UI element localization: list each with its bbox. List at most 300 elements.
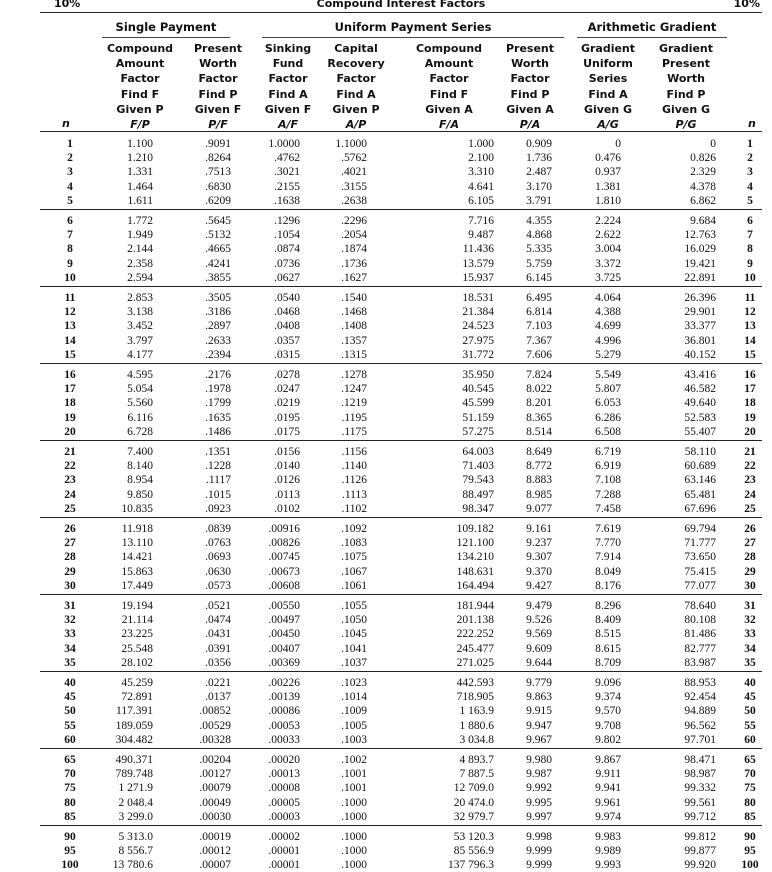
factor-value-a-g: 9.941 [595, 782, 621, 795]
factor-value-a-g: 9.983 [595, 831, 621, 843]
period-n-right: 31 [744, 600, 756, 612]
factor-value-f-p: 2.144 [127, 243, 153, 256]
factor-value-a-p: .1468 [341, 306, 367, 319]
period-n-left: 1 [67, 138, 73, 150]
factor-value-f-a: 71.403 [462, 460, 494, 473]
factor-value-a-f: .0126 [274, 474, 300, 487]
factor-value-p-g: 80.108 [684, 614, 716, 627]
factor-value-p-g: 92.454 [684, 691, 716, 704]
column-header-line: Find A [268, 87, 308, 101]
factor-value-p-g: 12.763 [684, 229, 716, 242]
factor-value-f-p: 1.772 [127, 215, 153, 227]
period-n-right: 9 [747, 257, 753, 270]
factor-value-p-a: 9.479 [526, 600, 552, 612]
period-n-right: 25 [744, 502, 756, 515]
factor-value-a-g: 9.708 [595, 719, 621, 732]
factor-value-p-g: 83.987 [684, 656, 716, 669]
factor-value-p-a: 8.772 [526, 460, 552, 473]
factor-value-p-f: .0221 [205, 677, 231, 689]
group-uniform-payment-series [262, 20, 564, 34]
factor-value-a-g: 4.064 [595, 292, 621, 304]
factor-value-a-f: .00003 [268, 810, 300, 823]
factor-value-f-p: 117.391 [116, 705, 153, 718]
factor-value-a-f: .1296 [274, 215, 300, 227]
factor-value-p-f: .00030 [199, 810, 231, 823]
factor-value-a-f: .0736 [274, 257, 300, 270]
factor-value-p-f: .3855 [205, 271, 231, 284]
factor-value-a-g: 6.508 [595, 425, 621, 438]
factor-value-a-p: .1357 [341, 334, 367, 347]
period-n-right: 35 [744, 656, 756, 669]
factor-value-a-g: 1.381 [595, 180, 621, 193]
column-header-line: Given A [506, 102, 554, 116]
factor-value-a-p: .1126 [341, 474, 367, 487]
factor-value-a-p: .1037 [341, 656, 367, 669]
factor-value-a-g: 9.993 [595, 859, 621, 872]
group-divider [40, 209, 762, 210]
period-n-left: 13 [64, 320, 76, 333]
period-n-left: 4 [67, 180, 73, 193]
factor-value-a-g: 2.224 [595, 215, 621, 227]
factor-value-p-g: 43.416 [684, 369, 716, 381]
period-n-right: 50 [744, 705, 756, 718]
factor-value-a-p: .1156 [341, 446, 367, 458]
column-symbol: P/F [208, 118, 228, 132]
factor-value-a-f: .0175 [274, 425, 300, 438]
factor-value-a-f: .00226 [268, 677, 300, 689]
factor-value-p-f: .0763 [205, 537, 231, 550]
factor-value-a-p: .1055 [341, 600, 367, 612]
factor-value-a-p: .1009 [341, 705, 367, 718]
factor-value-f-a: 57.275 [462, 425, 494, 438]
factor-value-a-p: .1005 [341, 719, 367, 732]
factor-value-f-a: 137 796.3 [448, 859, 494, 872]
factor-value-a-p: .1540 [341, 292, 367, 304]
factor-value-a-g: 9.374 [595, 691, 621, 704]
period-n-left: 18 [64, 397, 76, 410]
factor-value-f-p: 6.728 [127, 425, 153, 438]
factor-value-f-a: 15.937 [462, 271, 494, 284]
factor-value-f-p: 4.177 [127, 348, 153, 361]
period-n-left: 17 [64, 383, 76, 396]
factor-value-p-f: .00019 [199, 831, 231, 843]
period-n-right: 24 [744, 488, 756, 501]
group-arithmetic-gradient [577, 20, 727, 34]
factor-value-p-g: 88.953 [684, 677, 716, 689]
factor-value-p-g: 67.696 [684, 502, 716, 515]
factor-value-p-a: 4.868 [526, 229, 552, 242]
factor-value-f-a: 31.772 [462, 348, 494, 361]
factor-value-p-g: 77.077 [684, 579, 716, 592]
period-n-right: 14 [744, 334, 756, 347]
table-row [0, 642, 772, 656]
factor-value-a-g: 7.108 [595, 474, 621, 487]
factor-value-a-g: 9.096 [595, 677, 621, 689]
factor-value-p-f: .00204 [199, 754, 231, 766]
period-n-left: 28 [64, 551, 76, 564]
factor-value-p-g: 0 [710, 138, 716, 150]
factor-value-p-g: 75.415 [684, 565, 716, 578]
factor-value-f-a: 40.545 [462, 383, 494, 396]
period-n-right: 23 [744, 474, 756, 487]
factor-value-f-p: 189.059 [115, 719, 153, 732]
factor-value-p-f: .1228 [205, 460, 231, 473]
factor-value-a-g: 6.053 [595, 397, 621, 410]
factor-value-a-p: .1003 [341, 733, 367, 746]
n-column-header-right: n [748, 117, 756, 130]
period-n-right: 10 [744, 271, 756, 284]
factor-value-f-p: 17.449 [121, 579, 153, 592]
factor-value-a-g: 6.719 [595, 446, 621, 458]
factor-value-a-f: .00916 [268, 523, 300, 535]
factor-value-a-f: .0156 [274, 446, 300, 458]
factor-value-a-p: .1408 [341, 320, 367, 333]
factor-value-p-a: 5.335 [526, 243, 552, 256]
period-n-left: 45 [64, 691, 76, 704]
table-row [0, 180, 772, 194]
factor-value-f-a: 2.100 [468, 152, 494, 165]
table-row [0, 627, 772, 641]
table-row [0, 319, 772, 333]
factor-value-a-g: 9.802 [595, 733, 621, 746]
factor-value-f-a: 271.025 [456, 656, 494, 669]
period-n-left: 80 [64, 796, 76, 809]
period-n-right: 28 [744, 551, 756, 564]
factor-value-p-f: .00079 [199, 782, 231, 795]
period-n-left: 65 [64, 754, 76, 766]
factor-value-p-a: 9.997 [526, 810, 552, 823]
factor-value-p-a: 8.022 [526, 383, 552, 396]
factor-value-a-f: .4762 [274, 152, 300, 165]
column-header-line: Given F [264, 102, 312, 116]
period-n-left: 24 [64, 488, 76, 501]
factor-value-a-g: 9.974 [595, 810, 621, 823]
factor-value-p-g: 36.801 [684, 334, 716, 347]
column-header-p-a [499, 41, 561, 132]
column-header-a-g [576, 41, 640, 132]
factor-value-a-p: .1067 [341, 565, 367, 578]
period-n-left: 11 [64, 292, 76, 304]
factor-value-a-f: .00826 [268, 537, 300, 550]
period-n-right: 1 [747, 138, 753, 150]
factor-value-p-f: .6209 [205, 194, 231, 207]
header-rule [40, 131, 762, 132]
column-header-line: Factor [198, 72, 238, 86]
factor-value-a-f: .00369 [268, 656, 300, 669]
table-row [0, 445, 772, 459]
table-row [0, 425, 772, 439]
factor-value-p-g: 81.486 [684, 628, 716, 641]
factor-value-p-a: 1.736 [526, 152, 552, 165]
factor-value-f-p: 7.400 [127, 446, 153, 458]
factor-value-p-a: 9.644 [526, 656, 552, 669]
column-header-line: Gradient [658, 42, 714, 55]
period-n-right: 8 [747, 243, 753, 256]
factor-value-f-p: 3.797 [127, 334, 153, 347]
factor-value-a-g: 3.725 [595, 271, 621, 284]
period-n-left: 6 [67, 215, 73, 227]
factor-value-f-p: 5.560 [127, 397, 153, 410]
factor-value-a-p: .1102 [341, 502, 367, 515]
factor-value-f-a: 11.436 [462, 243, 494, 256]
factor-value-a-f: .00086 [268, 705, 300, 718]
factor-value-a-f: .00033 [268, 733, 300, 746]
column-header-line: Find F [429, 87, 469, 101]
column-header-line: Given G [661, 102, 711, 116]
factor-value-a-g: 8.515 [595, 628, 621, 641]
table-row [0, 733, 772, 747]
factor-value-f-p: 304.482 [115, 733, 153, 746]
table-row [0, 536, 772, 550]
period-n-left: 31 [64, 600, 76, 612]
factor-value-p-f: .0693 [205, 551, 231, 564]
period-n-right: 3 [747, 166, 753, 179]
interest-rate-right: 10% [733, 0, 760, 10]
factor-value-a-g: 9.911 [595, 768, 621, 781]
factor-value-a-p: .5762 [341, 152, 367, 165]
table-row [0, 858, 772, 872]
factor-value-f-p: 15.863 [121, 565, 153, 578]
period-n-left: 23 [64, 474, 76, 487]
factor-value-p-a: 9.609 [526, 642, 552, 655]
column-header-line: Find F [120, 87, 160, 101]
period-n-right: 55 [744, 719, 756, 732]
factor-value-f-a: 53 120.3 [453, 831, 494, 843]
table-row [0, 334, 772, 348]
group-single-payment [102, 20, 230, 34]
period-n-right: 27 [744, 537, 756, 550]
factor-value-a-p: .1247 [341, 383, 367, 396]
factor-value-a-p: .1315 [341, 348, 367, 361]
factor-value-a-f: .0315 [274, 348, 300, 361]
factor-value-a-f: .00407 [268, 642, 300, 655]
factor-value-p-g: 65.481 [684, 488, 716, 501]
factor-value-p-a: 9.161 [526, 523, 552, 535]
period-n-left: 34 [64, 642, 76, 655]
factor-value-p-f: .1799 [205, 397, 231, 410]
factor-value-f-p: 3.452 [127, 320, 153, 333]
period-n-left: 22 [64, 460, 76, 473]
factor-value-a-f: .00001 [268, 845, 300, 858]
group-divider [40, 671, 762, 672]
factor-value-p-a: 9.967 [526, 733, 552, 746]
factor-value-a-f: .0540 [274, 292, 300, 304]
factor-value-f-p: 1.611 [127, 194, 153, 207]
factor-value-a-g: 8.709 [595, 656, 621, 669]
factor-value-p-a: 5.759 [526, 257, 552, 270]
factor-value-f-a: 18.531 [462, 292, 494, 304]
factor-value-a-p: .2054 [341, 229, 367, 242]
table-row [0, 305, 772, 319]
factor-value-f-p: 2 048.4 [118, 796, 153, 809]
period-n-right: 29 [744, 565, 756, 578]
period-n-left: 9 [67, 257, 73, 270]
factor-value-p-a: 9.992 [526, 782, 552, 795]
factor-value-f-a: 85 556.9 [453, 845, 494, 858]
group-divider [40, 363, 762, 364]
factor-value-f-a: 13.579 [462, 257, 494, 270]
factor-value-a-p: .1113 [341, 488, 367, 501]
factor-value-a-p: .1041 [341, 642, 367, 655]
factor-value-p-g: 82.777 [684, 642, 716, 655]
factor-value-a-f: .0874 [274, 243, 300, 256]
column-header-line: Given P [332, 102, 380, 116]
factor-value-a-g: 9.961 [595, 796, 621, 809]
group-divider [40, 440, 762, 441]
factor-value-a-p: .1083 [341, 537, 367, 550]
table-row [0, 194, 772, 208]
n-column-header-left: n [62, 117, 70, 130]
factor-value-a-f: .1638 [274, 194, 300, 207]
factor-value-f-a: 27.975 [462, 334, 494, 347]
factor-value-p-g: 99.812 [684, 831, 716, 843]
column-header-line: Recovery [327, 57, 385, 71]
factor-value-a-p: .1278 [341, 369, 367, 381]
factor-value-a-g: 8.176 [595, 579, 621, 592]
column-header-line: Factor [429, 72, 469, 86]
factor-value-a-g: 7.458 [595, 502, 621, 515]
factor-value-p-a: 8.514 [526, 425, 552, 438]
column-header-a-f [257, 41, 319, 132]
column-header-line: Find A [588, 87, 628, 101]
factor-value-f-p: 11.918 [121, 523, 153, 535]
group-divider [40, 748, 762, 749]
factor-value-a-g: 4.996 [595, 334, 621, 347]
factor-value-f-p: 2.594 [127, 271, 153, 284]
factor-value-a-g: 2.622 [595, 229, 621, 242]
period-n-left: 95 [64, 845, 76, 858]
factor-value-f-p: 2.853 [127, 292, 153, 304]
period-n-right: 19 [744, 411, 756, 424]
factor-value-f-a: 1 880.6 [459, 719, 494, 732]
table-row [0, 396, 772, 410]
factor-value-p-f: .5645 [205, 215, 231, 227]
period-n-right: 65 [744, 754, 756, 766]
factor-value-a-f: .00673 [268, 565, 300, 578]
factor-value-f-a: 32 979.7 [453, 810, 494, 823]
factor-value-a-p: .1001 [341, 768, 367, 781]
group-label: Arithmetic Gradient [587, 20, 717, 34]
table-row [0, 382, 772, 396]
factor-value-f-p: 8 556.7 [118, 845, 153, 858]
factor-value-f-a: 181.944 [456, 600, 494, 612]
factor-value-p-f: .0573 [205, 579, 231, 592]
factor-value-a-f: .00745 [268, 551, 300, 564]
factor-value-a-f: .00450 [268, 628, 300, 641]
factor-value-p-f: .00328 [199, 733, 231, 746]
factor-value-p-f: .0391 [205, 642, 231, 655]
factor-value-a-p: .1140 [341, 460, 367, 473]
column-header-line: Series [588, 72, 628, 86]
column-header-line: Gradient [580, 42, 636, 55]
column-header-line: Given P [116, 102, 164, 116]
factor-value-a-p: .1874 [341, 243, 367, 256]
factor-value-p-f: .4665 [205, 243, 231, 256]
column-header-line: Find P [198, 87, 238, 101]
factor-value-f-a: 98.347 [462, 502, 494, 515]
column-header-line: Find A [336, 87, 376, 101]
factor-value-p-g: 96.562 [684, 719, 716, 732]
factor-value-a-p: .3155 [341, 180, 367, 193]
period-n-right: 11 [744, 292, 756, 304]
factor-value-p-g: 40.152 [684, 348, 716, 361]
factor-value-f-p: 490.371 [115, 754, 153, 766]
factor-value-f-a: 79.543 [462, 474, 494, 487]
table-row [0, 656, 772, 670]
column-header-line: Present [193, 42, 243, 55]
period-n-left: 70 [64, 768, 76, 781]
factor-value-f-p: 25.548 [121, 642, 153, 655]
column-header-line: Present [661, 57, 711, 71]
factor-value-p-g: 73.650 [684, 551, 716, 564]
factor-value-p-f: .2176 [205, 369, 231, 381]
period-n-right: 17 [744, 383, 756, 396]
factor-value-p-f: .00127 [199, 768, 231, 781]
factor-value-p-g: 99.712 [684, 810, 716, 823]
factor-value-f-p: 45.259 [121, 677, 153, 689]
period-n-right: 33 [744, 628, 756, 641]
factor-value-p-g: 9.684 [690, 215, 716, 227]
column-symbol: F/A [438, 118, 460, 132]
factor-value-f-p: 72.891 [121, 691, 153, 704]
period-n-right: 95 [744, 845, 756, 858]
table-row [0, 810, 772, 824]
factor-value-a-p: .1736 [341, 257, 367, 270]
period-n-left: 75 [64, 782, 76, 795]
factor-value-p-g: 22.891 [684, 271, 716, 284]
interest-rate-left: 10% [54, 0, 81, 10]
column-header-line: Capital [334, 42, 378, 55]
column-symbol: A/P [345, 118, 367, 132]
factor-value-f-a: 88.497 [462, 488, 494, 501]
factor-value-p-f: .00529 [199, 719, 231, 732]
factor-value-a-f: .2155 [274, 180, 300, 193]
factor-value-f-p: 5 313.0 [118, 831, 153, 843]
factor-value-a-p: .2296 [341, 215, 367, 227]
table-row [0, 488, 772, 502]
factor-value-p-a: 8.883 [526, 474, 552, 487]
factor-value-p-f: .2633 [205, 334, 231, 347]
period-n-right: 34 [744, 642, 756, 655]
factor-value-a-f: .0278 [274, 369, 300, 381]
factor-value-p-g: 94.889 [684, 705, 716, 718]
factor-value-f-p: 4.595 [127, 369, 153, 381]
period-n-left: 5 [67, 194, 73, 207]
factor-value-p-g: 99.332 [684, 782, 716, 795]
factor-value-p-f: .1015 [205, 488, 231, 501]
factor-value-a-p: .1000 [341, 831, 367, 843]
factor-value-f-p: 1.949 [127, 229, 153, 242]
period-n-left: 60 [64, 733, 76, 746]
factor-value-f-a: 21.384 [462, 306, 494, 319]
factor-value-f-a: 148.631 [456, 565, 494, 578]
factor-value-p-g: 19.421 [684, 257, 716, 270]
period-n-left: 90 [64, 831, 76, 843]
table-row [0, 830, 772, 844]
factor-value-f-a: 1.000 [468, 138, 494, 150]
factor-value-p-g: 33.377 [684, 320, 716, 333]
factor-value-p-a: 7.824 [526, 369, 552, 381]
group-divider [40, 825, 762, 826]
table-row [0, 228, 772, 242]
factor-value-f-p: 8.954 [127, 474, 153, 487]
factor-value-f-p: 1.464 [127, 180, 153, 193]
table-row [0, 291, 772, 305]
factor-value-a-g: 3.372 [595, 257, 621, 270]
period-n-right: 26 [744, 523, 756, 535]
factor-value-a-f: .0113 [274, 488, 300, 501]
factor-value-p-g: 29.901 [684, 306, 716, 319]
